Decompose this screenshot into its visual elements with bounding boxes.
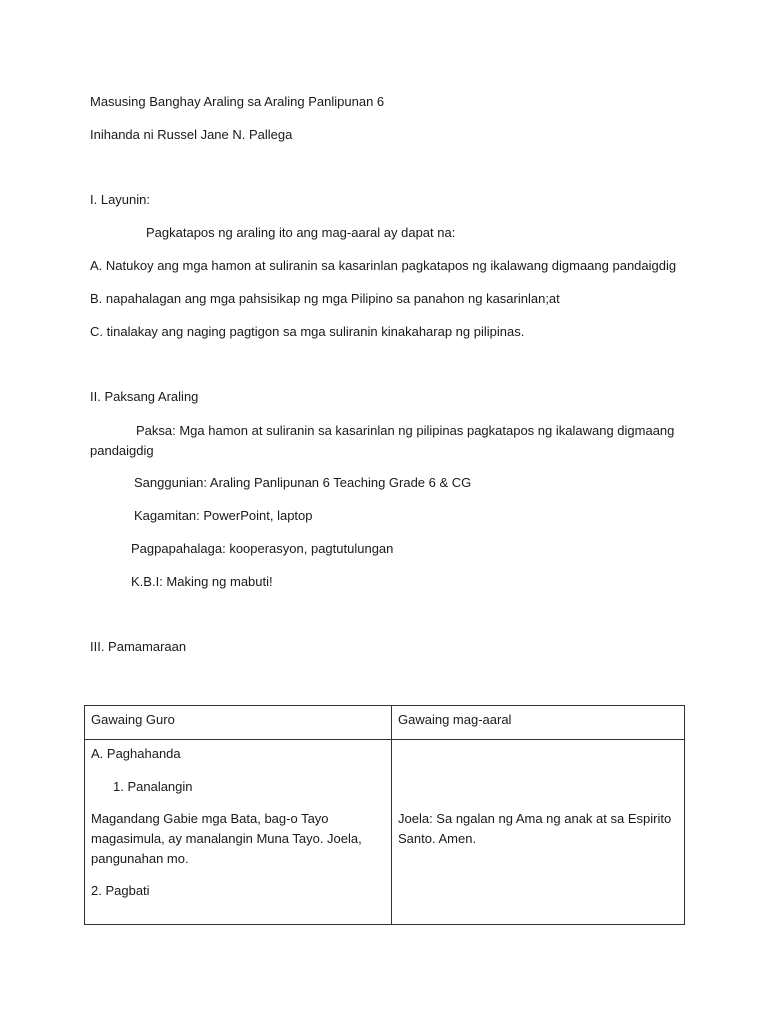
magaaral-response: Joela: Sa ngalan ng Ama ng anak at sa Espirito Santo. Amen.: [398, 811, 672, 846]
pagpapahalaga-text: Pagpapahalaga: kooperasyon, pagtutulungan: [131, 541, 394, 556]
layunin-heading: I. Layunin:: [90, 192, 150, 207]
magaaral-cell: [392, 740, 685, 925]
paksa-text: Paksa: Mga hamon at suliranin sa kasarinlan ng pilipinas pagkatapos ng ikalawang digmaang pandaigdig: [90, 423, 675, 458]
document-author: Inihanda ni Russel Jane N. Pallega: [90, 127, 293, 142]
step-pagbati: 2. Pagbati: [91, 883, 150, 898]
header-gawaing-magaaral: Gawaing mag-aaral: [392, 706, 685, 740]
guro-speech: Magandang Gabie mga Bata, bag-o Tayo magasimula, ay manalangin Muna Tayo. Joela, pangunahan mo.: [91, 811, 362, 866]
kagamitan-text: Kagamitan: PowerPoint, laptop: [134, 508, 313, 523]
kbi-text: K.B.I: Making ng mabuti!: [131, 574, 273, 589]
document-title: Masusing Banghay Araling sa Araling Panlipunan 6: [90, 94, 385, 109]
step-panalangin: 1. Panalangin: [113, 779, 193, 794]
layunin-item-b: B. napahalagan ang mga pahsisikap ng mga Pilipino sa panahon ng kasarinlan;at: [90, 291, 560, 306]
guro-cell: [85, 740, 392, 925]
layunin-item-a: A. Natukoy ang mga hamon at suliranin sa kasarinlan pagkatapos ng ikalawang digmaang pandaigdig: [90, 258, 677, 273]
layunin-intro: Pagkatapos ng araling ito ang mag-aaral ay dapat na:: [146, 225, 456, 240]
layunin-item-c: C. tinalakay ang naging pagtigon sa mga suliranin kinakaharap ng pilipinas.: [90, 324, 525, 339]
table-header-row: [85, 706, 685, 740]
section-paghahanda: A. Paghahanda: [91, 746, 181, 761]
paksang-araling-heading: II. Paksang Araling: [90, 389, 199, 404]
pamamaraan-heading: III. Pamamaraan: [90, 639, 187, 654]
sanggunian-text: Sanggunian: Araling Panlipunan 6 Teaching Grade 6 & CG: [134, 475, 472, 490]
header-gawaing-guro: Gawaing Guro: [85, 706, 392, 740]
table-row: [85, 740, 685, 925]
lesson-table: [84, 705, 685, 925]
